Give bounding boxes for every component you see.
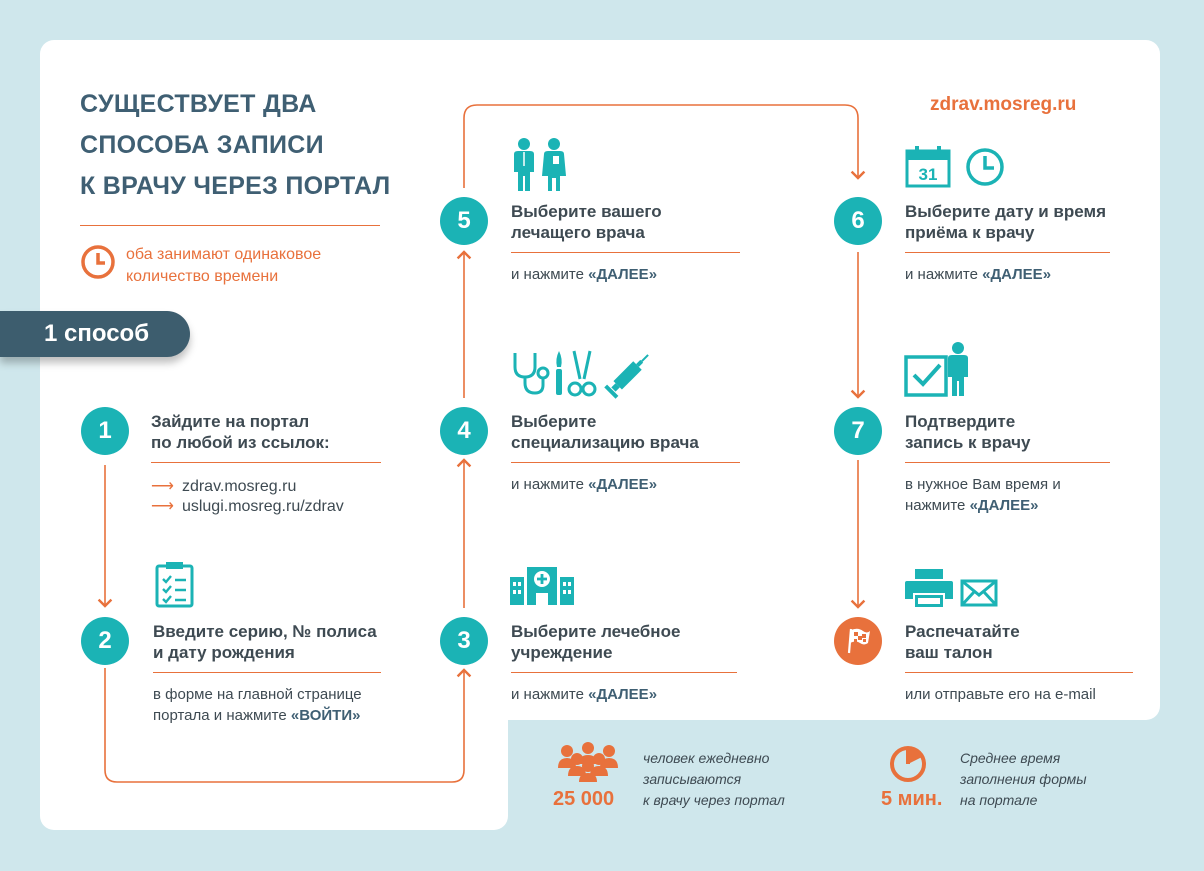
forceps-icon (568, 351, 596, 397)
calendar-icon (905, 146, 951, 188)
next-label: «ДАЛЕЕ» (982, 266, 1052, 283)
step-7-title (905, 411, 1030, 453)
calendar-day: 31 (918, 165, 938, 184)
step-3-divider (511, 672, 737, 673)
next-label: «ДАЛЕЕ» (588, 266, 658, 283)
step-4-divider (511, 462, 740, 463)
timer-icon (888, 743, 928, 783)
title-line-3: К ВРАЧУ ЧЕРЕЗ ПОРТАЛ (80, 172, 391, 200)
finish-flag-icon (834, 617, 882, 665)
step-1-link-2[interactable] (151, 496, 344, 517)
daily-users-text (643, 748, 785, 811)
avg-time-text (960, 748, 1087, 811)
step-4-instruction (511, 474, 657, 495)
scalpel-icon (553, 351, 565, 397)
avg-time-text-line-1: Среднее время (960, 750, 1061, 766)
step-5-title (511, 201, 662, 243)
step-1-divider (151, 462, 381, 463)
step-3-title-line-2: учреждение (511, 643, 613, 662)
people-group-icon (558, 742, 618, 782)
step-5-title-line-1: Выберите вашего (511, 202, 662, 221)
daily-users-value: 25 000 (553, 788, 615, 810)
printer-icon (905, 569, 953, 607)
title-line-2: СПОСОБА ЗАПИСИ (80, 131, 324, 159)
step-4-title-line-2: специализацию врача (511, 433, 699, 452)
step-1-link-2-text[interactable]: uslugi.mosreg.ru/zdrav (181, 498, 344, 515)
step-3-instruction (511, 684, 657, 705)
step-2-number: 2 (81, 617, 129, 665)
final-step-divider (905, 672, 1133, 673)
step-3-number: 3 (440, 617, 488, 665)
step-6-divider (905, 252, 1110, 253)
step-1-title (151, 411, 330, 453)
doctors-icon (510, 136, 570, 192)
step-1-title-line-1: Зайдите на портал (151, 412, 310, 431)
step-2-instruction-line-2: портала и нажмите (153, 707, 291, 724)
arrow-right-icon: ⟶ (151, 498, 174, 515)
final-step-title (905, 621, 1020, 663)
step-5-title-line-2: лечащего врача (511, 223, 645, 242)
avg-time-text-line-3: на портале (960, 792, 1038, 808)
step-4-title-line-1: Выберите (511, 412, 597, 431)
step-2-instruction-line-1: в форме на главной странице (153, 686, 362, 703)
step-2-title (153, 621, 377, 663)
next-label: «ДАЛЕЕ» (969, 497, 1039, 514)
time-note: оба занимают одинаковое количество времени (126, 246, 322, 285)
step-5-number: 5 (440, 197, 488, 245)
step-2-divider (153, 672, 381, 673)
step-6-instruction (905, 264, 1051, 285)
step-4-title (511, 411, 699, 453)
step-6-number: 6 (834, 197, 882, 245)
step-1-link-1-text[interactable]: zdrav.mosreg.ru (181, 478, 297, 495)
final-step-title-line-2: ваш талон (905, 643, 993, 662)
page-title (80, 84, 410, 207)
finish-flag-badge (834, 617, 882, 665)
step-2-title-line-1: Введите серию, № полиса (153, 622, 377, 641)
step-1-title-line-2: по любой из ссылок: (151, 433, 330, 452)
login-label: «ВОЙТИ» (290, 707, 361, 724)
step-3-instruction-text: и нажмите (511, 686, 589, 703)
daily-users-text-line-2: записываются (643, 771, 742, 787)
envelope-icon (960, 579, 998, 607)
step-7-divider (905, 462, 1110, 463)
step-6-title (905, 201, 1106, 243)
confirm-checkbox-icon (904, 355, 950, 397)
step-7-title-line-1: Подтвердите (905, 412, 1016, 431)
hospital-icon (510, 567, 576, 605)
step-7-number: 7 (834, 407, 882, 455)
clock-icon (964, 146, 1006, 188)
step-7-instruction-line-2: нажмите (905, 497, 970, 514)
step-7-instruction (905, 474, 1061, 516)
clipboard-checklist-icon (155, 561, 195, 607)
avg-time-value: 5 мин. (881, 788, 943, 810)
step-5-instruction-text: и нажмите (511, 266, 589, 283)
step-4-number: 4 (440, 407, 488, 455)
step-5-divider (511, 252, 740, 253)
doctor-icon (946, 341, 970, 397)
title-line-1: СУЩЕСТВУЕТ ДВА (80, 90, 317, 118)
step-5-instruction (511, 264, 657, 285)
final-step-instruction: или отправьте его на e-mail (905, 686, 1096, 703)
step-1-link-1[interactable] (151, 476, 296, 497)
method-tab (0, 311, 190, 357)
daily-users-text-line-3: к врачу через портал (643, 792, 785, 808)
step-6-title-line-2: приёма к врачу (905, 223, 1035, 242)
method-tab-label: 1 способ (44, 320, 150, 347)
next-label: «ДАЛЕЕ» (588, 686, 658, 703)
daily-users-text-line-1: человек ежедневно (643, 750, 770, 766)
arrow-right-icon: ⟶ (151, 478, 174, 495)
step-3-title-line-1: Выберите лечебное (511, 622, 681, 641)
clock-icon (80, 244, 116, 280)
final-step-title-line-1: Распечатайте (905, 622, 1020, 641)
avg-time-text-line-2: заполнения формы (960, 771, 1087, 787)
step-7-instruction-line-1: в нужное Вам время и (905, 476, 1061, 493)
step-2-instruction (153, 684, 362, 726)
next-label: «ДАЛЕЕ» (588, 476, 658, 493)
step-3-title (511, 621, 680, 663)
step-1-number: 1 (81, 407, 129, 455)
step-2-title-line-2: и дату рождения (153, 643, 295, 662)
step-6-title-line-1: Выберите дату и время (905, 202, 1106, 221)
title-divider (80, 225, 380, 226)
step-4-instruction-text: и нажмите (511, 476, 589, 493)
stethoscope-icon (509, 351, 549, 397)
step-7-title-line-2: запись к врачу (905, 433, 1031, 452)
syringe-icon (604, 350, 654, 398)
step-6-instruction-text: и нажмите (905, 266, 983, 283)
site-url: zdrav.mosreg.ru (930, 94, 1077, 115)
